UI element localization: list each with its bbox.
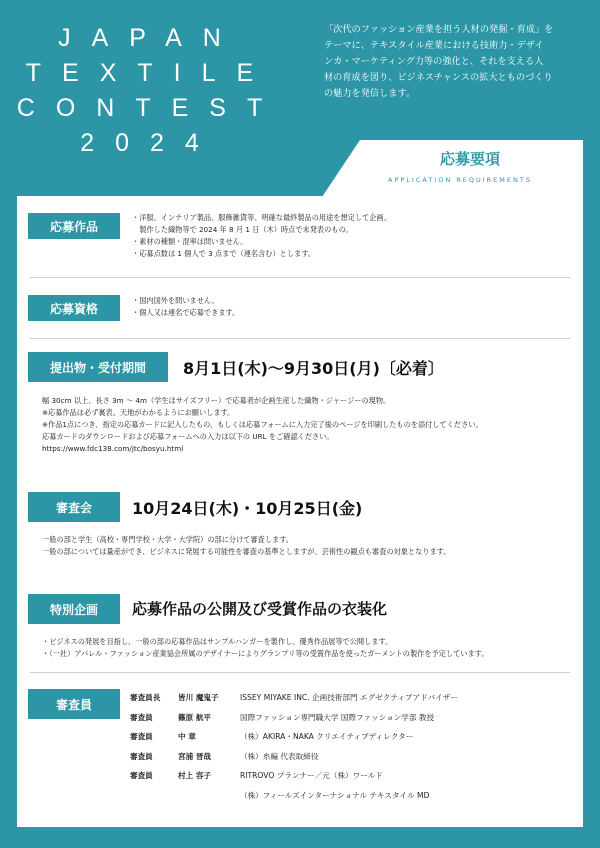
label-special: 特別企画 xyxy=(28,594,120,624)
review-line: 一般の部については量産ができ、ビジネスに発展する可能性を審査の基準としますが、芸術性の観点も審査の対象となります。 xyxy=(42,547,451,556)
judge-affiliation: ISSEY MIYAKE INC. 企画技術部門 エグゼクティブアドバイザー xyxy=(240,693,458,702)
intro-line: ンカ・マーケティング力等の強化と、それを支える人 xyxy=(324,56,544,67)
judge-role: 審査員長 xyxy=(130,693,161,702)
judge-role: 審査員 xyxy=(130,771,153,780)
divider xyxy=(30,672,570,673)
intro-line: 「次代のファッション産業を担う人材の発掘・育成」を xyxy=(324,24,554,35)
judge-name: 村上 容子 xyxy=(178,771,212,780)
period-line: 幅 30cm 以上、長さ 3m ～ 4m（学生はサイズフリー）で応募者が企画生産した織物・ジャージーの現物。 xyxy=(42,396,391,405)
title-japan: JAPAN xyxy=(58,24,242,52)
judge-affiliation: （株）AKIRA・NAKA クリエイティブディレクター xyxy=(240,732,414,741)
works-line: 製作した織物等で 2024 年 8 月 1 日（木）時点で未発表のもの。 xyxy=(132,225,353,234)
review-line: 一般の部と学生（高校・専門学校・大学・大学院）の部に分けて審査します。 xyxy=(42,535,293,544)
divider xyxy=(30,338,570,339)
intro-text xyxy=(324,22,582,102)
judge-name xyxy=(178,790,240,810)
intro-line: の魅力を発信します。 xyxy=(324,88,416,99)
label-review: 審査会 xyxy=(28,492,120,522)
review-text xyxy=(42,534,450,558)
label-judges: 審査員 xyxy=(28,689,120,719)
divider xyxy=(30,277,570,278)
header-tab-slant xyxy=(320,140,360,200)
review-headline: 10月24日(木)・10月25日(金) xyxy=(132,499,363,518)
judge-affiliation: RITROVO プランナー／元（株）ワールド xyxy=(240,771,383,780)
title-textile: TEXTILE xyxy=(25,59,275,87)
judge-role: 審査員 xyxy=(130,732,153,741)
intro-line: テーマに、テキスタイル産業における技術力・デザイ xyxy=(324,40,544,51)
judge-role: 審査員 xyxy=(130,712,153,722)
period-line: ※作品1点につき、指定の応募カードに記入したもの、もしくは応募フォームに入力完了後のページを印刷したものを添付してください。 xyxy=(42,420,483,429)
application-url-link[interactable]: https://www.fdc138.com/jtc/bosyu.html xyxy=(42,444,184,453)
judge-name: 皆川 魔鬼子 xyxy=(178,693,219,702)
judge-row xyxy=(130,731,458,751)
judge-name: 中 章 xyxy=(178,732,196,741)
judge-row xyxy=(130,712,458,732)
label-period: 提出物・受付期間 xyxy=(28,352,168,382)
label-eligibility: 応募資格 xyxy=(28,295,120,321)
eligibility-line: ・国内国外を問いません。 xyxy=(132,296,219,305)
period-line: ※応募作品は必ず裏表、天地がわかるようにお願いします。 xyxy=(42,408,235,417)
judge-name: 宮浦 晋哉 xyxy=(178,751,212,761)
title-contest: CONTEST xyxy=(16,94,284,122)
title-year: 2024 xyxy=(80,129,220,157)
period-text xyxy=(42,395,483,455)
judge-role xyxy=(130,790,178,810)
period-headline: 8月1日(木)～9月30日(月)〔必着〕 xyxy=(183,359,444,378)
special-line: ・ビジネスの発展を目指し、一般の部の応募作品はサンプルハンガーを製作し、優秀作品展等で公開します。 xyxy=(42,637,393,646)
label-works: 応募作品 xyxy=(28,213,120,239)
eligibility-text xyxy=(132,295,239,319)
judge-row xyxy=(130,790,458,810)
judge-row xyxy=(130,692,458,712)
requirements-subtitle: APPLICATION REQUIREMENTS xyxy=(388,176,532,184)
special-headline: 応募作品の公開及び受賞作品の衣装化 xyxy=(132,600,388,618)
special-line: ・（一社）アパレル・ファッション産業協会所属のデザイナーによりグランプリ等の受賞作品を使ったガーメントの製作を予定しています。 xyxy=(42,649,489,658)
judge-role: 審査員 xyxy=(130,751,153,761)
judge-affiliation: （株）糸編 代表取締役 xyxy=(240,751,319,761)
judge-row xyxy=(130,751,458,771)
judge-affiliation: （株）フィールズインターナショナル テキスタイル MD xyxy=(240,790,430,800)
judges-table xyxy=(130,692,458,809)
intro-line: 材の育成を図り、ビジネスチャンスの拡大とものづくり xyxy=(324,72,553,83)
judge-affiliation: 国際ファッション専門職大学 国際ファッション学部 教授 xyxy=(240,712,435,722)
judge-row xyxy=(130,770,458,790)
works-text xyxy=(132,212,391,260)
eligibility-line: ・個人又は連名で応募できます。 xyxy=(132,308,240,317)
period-line: 応募カードのダウンロードおよび応募フォームへの入力は以下の URL をご確認ください。 xyxy=(42,432,334,441)
works-line: ・素材の種類・混率は問いません。 xyxy=(132,237,248,246)
works-line: ・洋服、インテリア製品、服飾雑貨等、明確な最終製品の用途を想定して企画、 xyxy=(132,213,391,222)
judge-name: 篠原 航平 xyxy=(178,712,212,722)
special-text xyxy=(42,636,488,660)
works-line: ・応募点数は 1 個人で 3 点まで（連名含む）とします。 xyxy=(132,249,316,258)
requirements-title: 応募要項 xyxy=(439,150,500,168)
